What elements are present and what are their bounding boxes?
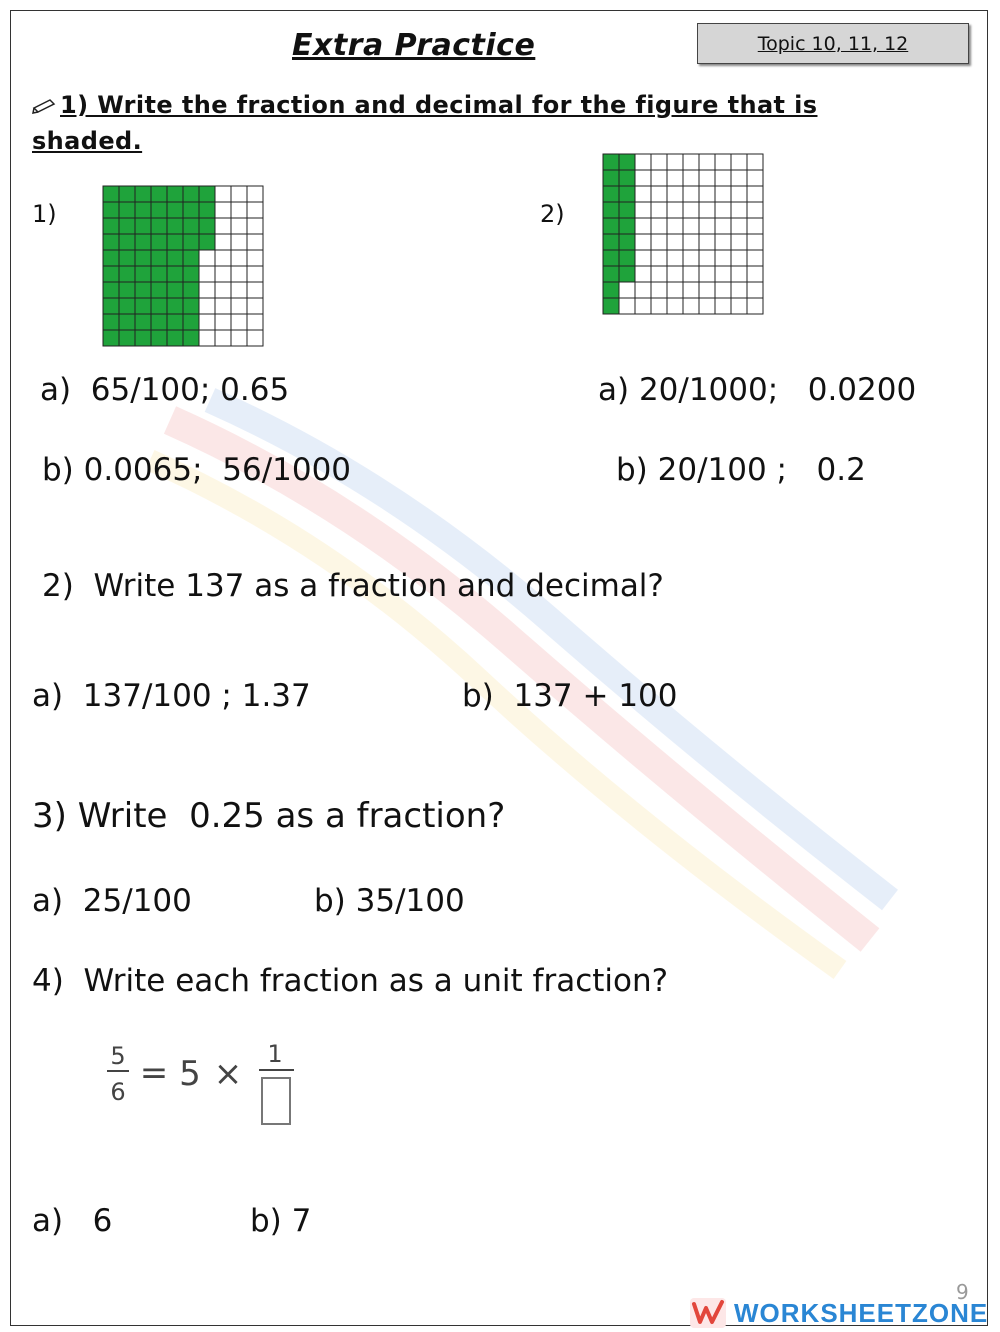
figure-2-grid-cell xyxy=(683,154,699,170)
figure-2-grid-cell xyxy=(747,250,763,266)
figure-2-grid-cell xyxy=(715,218,731,234)
figure-2-grid-cell xyxy=(731,202,747,218)
figure-1-grid-cell xyxy=(151,266,167,282)
figure-1-grid-cell xyxy=(135,202,151,218)
figure-2-grid-cell xyxy=(731,154,747,170)
figure-2-grid-cell xyxy=(699,250,715,266)
figure-1-grid-cell xyxy=(151,250,167,266)
figure-1-grid-cell xyxy=(167,314,183,330)
q1-fig1-answer-a: a) 65/100; 0.65 xyxy=(40,372,290,408)
figure-2-grid-cell xyxy=(635,154,651,170)
figure-1-grid-cell xyxy=(119,298,135,314)
figure-2-grid-cell xyxy=(635,170,651,186)
figure-1-grid-cell xyxy=(247,218,263,234)
figure-2-grid-cell xyxy=(603,266,619,282)
figure-1-grid-cell xyxy=(215,186,231,202)
figure-1-grid-cell xyxy=(151,234,167,250)
figure-2-grid-cell xyxy=(619,218,635,234)
question-4-text: 4) Write each fraction as a unit fraction? xyxy=(32,963,669,999)
figure-2-grid-cell xyxy=(731,250,747,266)
figure-2-grid-cell xyxy=(619,282,635,298)
page-title: Extra Practice xyxy=(292,28,536,63)
figure-2-grid-cell xyxy=(603,298,619,314)
figure-1-grid-cell xyxy=(215,282,231,298)
figure-1-grid-cell xyxy=(215,218,231,234)
figure-2-grid-cell xyxy=(619,298,635,314)
figure-2-grid-cell xyxy=(635,234,651,250)
q4-answer-b: b) 7 xyxy=(250,1203,312,1239)
figure-1-grid-cell xyxy=(119,330,135,346)
eq-factor: 5 xyxy=(179,1054,201,1094)
figure-2-grid-cell xyxy=(747,282,763,298)
figure-2-grid-cell xyxy=(715,154,731,170)
figure-1-grid-cell xyxy=(135,218,151,234)
figure-2-grid-cell xyxy=(635,298,651,314)
figure-2-grid-cell xyxy=(747,170,763,186)
figure-1-grid-cell xyxy=(167,218,183,234)
figure-2-grid-cell xyxy=(715,234,731,250)
figure-1-grid-cell xyxy=(231,250,247,266)
question-1-text: 1) Write the fraction and decimal for the figure that is shaded. xyxy=(32,91,818,155)
figure-1-grid-cell xyxy=(103,314,119,330)
figure-2-grid-cell xyxy=(667,154,683,170)
figure-1-grid-cell xyxy=(103,266,119,282)
eq-lhs-denominator: 6 xyxy=(110,1078,126,1106)
figure-1-grid-cell xyxy=(119,218,135,234)
figure-2-grid-cell xyxy=(651,170,667,186)
figure-1-grid-cell xyxy=(183,218,199,234)
figure-2-grid-cell xyxy=(667,298,683,314)
figure-2-grid-cell xyxy=(699,282,715,298)
figure-2-grid-cell xyxy=(619,186,635,202)
figure-1-grid-cell xyxy=(183,186,199,202)
figure-2-grid-cell xyxy=(699,186,715,202)
unit-fraction-equation xyxy=(104,1040,314,1132)
figure-1-grid-cell xyxy=(199,234,215,250)
figure-2-grid-cell xyxy=(683,250,699,266)
figure-1-grid-cell xyxy=(151,314,167,330)
figure-2-grid-cell xyxy=(603,186,619,202)
figure-1-grid-cell xyxy=(135,250,151,266)
figure-2-grid-cell xyxy=(715,186,731,202)
figure-1-grid-cell xyxy=(167,202,183,218)
figure-1-grid-cell xyxy=(231,298,247,314)
figure-2-grid-cell xyxy=(731,170,747,186)
q2-answer-b: b) 137 + 100 xyxy=(462,678,678,714)
figure-1-grid-cell xyxy=(135,298,151,314)
figure-1-grid-cell xyxy=(231,218,247,234)
figure-2-grid-cell xyxy=(619,202,635,218)
question-1-heading xyxy=(32,88,892,159)
q3-answer-b: b) 35/100 xyxy=(314,883,465,919)
q3-answer-a: a) 25/100 xyxy=(32,883,192,919)
figure-1-grid-cell xyxy=(215,266,231,282)
figure-1-grid-cell xyxy=(151,282,167,298)
figure-1-grid-cell xyxy=(215,250,231,266)
figure-2-grid-cell xyxy=(715,170,731,186)
figure-2-grid-cell xyxy=(715,298,731,314)
figure-1-grid-cell xyxy=(215,314,231,330)
figure-2-grid-cell xyxy=(651,234,667,250)
eq-lhs-numerator: 5 xyxy=(110,1042,126,1070)
figure-2-grid-cell xyxy=(683,298,699,314)
figure-1-grid-cell xyxy=(151,186,167,202)
figure-1-grid-cell xyxy=(183,234,199,250)
figure-2-grid-cell xyxy=(667,234,683,250)
figure-2-grid-cell xyxy=(603,218,619,234)
figure-1-grid-cell xyxy=(103,234,119,250)
figure-2-grid-cell xyxy=(651,282,667,298)
figure-1-grid-cell xyxy=(231,202,247,218)
figure-2-grid-cell xyxy=(603,282,619,298)
figure-1-grid-cell xyxy=(247,266,263,282)
figure-2-grid-cell xyxy=(747,186,763,202)
figure-1-grid-cell xyxy=(247,282,263,298)
figure-1-grid-cell xyxy=(167,298,183,314)
figure-2-grid-cell xyxy=(667,282,683,298)
figure-2-grid-cell xyxy=(715,266,731,282)
worksheetzone-logo-icon xyxy=(690,1298,726,1328)
figure-1-grid-cell xyxy=(183,298,199,314)
figure-2-grid-cell xyxy=(667,266,683,282)
figure-1-grid-cell xyxy=(167,282,183,298)
figure-1-grid-cell xyxy=(119,266,135,282)
figure-2-grid-cell xyxy=(699,298,715,314)
question-2-text: 2) Write 137 as a fraction and decimal? xyxy=(42,568,664,604)
figure-1-grid-cell xyxy=(103,298,119,314)
figure-1-grid-cell xyxy=(183,330,199,346)
figure-1-grid-cell xyxy=(247,186,263,202)
figure-1-grid-cell xyxy=(247,330,263,346)
q4-answer-a: a) 6 xyxy=(32,1203,113,1239)
figure-1-grid-cell xyxy=(231,330,247,346)
figure-2-grid-cell xyxy=(603,154,619,170)
figure-1-grid-cell xyxy=(199,186,215,202)
figure-1-grid-cell xyxy=(199,202,215,218)
figure-1-grid-cell xyxy=(183,266,199,282)
figure-2-grid-cell xyxy=(699,154,715,170)
figure-1-grid-cell xyxy=(231,234,247,250)
figure-1-grid-cell xyxy=(135,266,151,282)
figure-1-grid-cell xyxy=(199,298,215,314)
figure-1-grid-cell xyxy=(103,186,119,202)
figure-2-grid-cell xyxy=(715,202,731,218)
figure-2-grid-cell xyxy=(667,186,683,202)
figure-1-grid-cell xyxy=(215,298,231,314)
eq-answer-box xyxy=(262,1078,290,1124)
figure-1-grid-cell xyxy=(231,282,247,298)
figure-1-grid-cell xyxy=(199,250,215,266)
figure-1-grid-cell xyxy=(247,250,263,266)
figure-1-grid-cell xyxy=(215,234,231,250)
figure-1-grid-cell xyxy=(119,202,135,218)
figure-2-grid-cell xyxy=(731,234,747,250)
figure-2-grid-cell xyxy=(683,234,699,250)
figure-2-grid-cell xyxy=(683,218,699,234)
figure-2-grid-cell xyxy=(651,250,667,266)
figure-1-grid-cell xyxy=(247,202,263,218)
figure-1-grid-cell xyxy=(119,234,135,250)
figure-2-grid-cell xyxy=(603,170,619,186)
q1-fig2-answer-a: a) 20/1000; 0.0200 xyxy=(598,372,917,408)
page-number: 9 xyxy=(956,1280,969,1304)
figure-2-grid-cell xyxy=(619,154,635,170)
figure-1-grid-cell xyxy=(135,282,151,298)
figure-2-grid-cell xyxy=(651,154,667,170)
figure-2-grid-cell xyxy=(731,298,747,314)
figure-1-grid-cell xyxy=(151,202,167,218)
figure-2-grid-cell xyxy=(699,170,715,186)
figure-2-grid-cell xyxy=(651,218,667,234)
figure-2-grid-cell xyxy=(731,266,747,282)
figure-2-grid-cell xyxy=(747,298,763,314)
eq-times: × xyxy=(213,1054,243,1094)
figure-2-grid-cell xyxy=(683,266,699,282)
figure-1-grid-cell xyxy=(103,330,119,346)
figure-2-grid-cell xyxy=(603,234,619,250)
figure-1-grid-cell xyxy=(231,266,247,282)
figure-2-grid-cell xyxy=(635,186,651,202)
figure-1-grid-cell xyxy=(215,330,231,346)
figure-1-label: 1) xyxy=(32,200,57,228)
figure-2-grid-cell xyxy=(619,266,635,282)
figure-2-grid-cell xyxy=(683,170,699,186)
eq-rhs-numerator: 1 xyxy=(267,1040,283,1068)
figure-1-grid-cell xyxy=(119,282,135,298)
figure-1-grid-cell xyxy=(183,314,199,330)
figure-1-grid xyxy=(102,185,266,349)
figure-1-grid-cell xyxy=(183,250,199,266)
figure-1-grid-cell xyxy=(247,234,263,250)
q1-fig2-answer-b: b) 20/100 ; 0.2 xyxy=(616,452,866,488)
figure-1-grid-cell xyxy=(119,186,135,202)
figure-2-grid-cell xyxy=(635,250,651,266)
figure-2-grid xyxy=(602,153,766,317)
figure-2-grid-cell xyxy=(635,266,651,282)
figure-2-grid-cell xyxy=(715,282,731,298)
figure-2-grid-cell xyxy=(683,282,699,298)
eq-equals: = xyxy=(139,1053,169,1093)
figure-2-grid-cell xyxy=(731,186,747,202)
figure-1-grid-cell xyxy=(167,234,183,250)
pencil-icon xyxy=(32,89,60,124)
figure-2-grid-cell xyxy=(603,250,619,266)
question-3-text: 3) Write 0.25 as a fraction? xyxy=(32,796,506,836)
figure-1-grid-cell xyxy=(167,266,183,282)
figure-2-grid-cell xyxy=(683,186,699,202)
figure-2-grid-cell xyxy=(731,218,747,234)
figure-1-grid-cell xyxy=(215,202,231,218)
figure-1-grid-cell xyxy=(167,186,183,202)
figure-2-grid-cell xyxy=(747,218,763,234)
figure-1-grid-cell xyxy=(151,218,167,234)
figure-1-grid-cell xyxy=(231,314,247,330)
figure-1-grid-cell xyxy=(199,330,215,346)
figure-2-grid-cell xyxy=(667,218,683,234)
figure-2-grid-cell xyxy=(715,250,731,266)
figure-2-grid-cell xyxy=(635,282,651,298)
brand-name: WORKSHEETZONE xyxy=(734,1297,989,1328)
figure-1-grid-cell xyxy=(135,234,151,250)
figure-1-grid-cell xyxy=(151,330,167,346)
figure-2-grid-cell xyxy=(699,266,715,282)
figure-1-grid-cell xyxy=(231,186,247,202)
figure-1-grid-cell xyxy=(199,218,215,234)
figure-2-grid-cell xyxy=(603,202,619,218)
figure-2-grid-cell xyxy=(731,282,747,298)
figure-2-grid-cell xyxy=(635,202,651,218)
figure-2-grid-cell xyxy=(667,170,683,186)
q1-fig1-answer-b: b) 0.0065; 56/1000 xyxy=(42,452,352,488)
figure-2-grid-cell xyxy=(699,202,715,218)
figure-2-grid-cell xyxy=(747,154,763,170)
figure-2-grid-cell xyxy=(635,218,651,234)
figure-2-grid-cell xyxy=(747,202,763,218)
brand-logo xyxy=(690,1294,1000,1332)
figure-1-grid-cell xyxy=(135,330,151,346)
figure-2-grid-cell xyxy=(619,250,635,266)
figure-2-grid-cell xyxy=(747,266,763,282)
figure-1-grid-cell xyxy=(199,282,215,298)
figure-2-grid-cell xyxy=(699,234,715,250)
figure-1-grid-cell xyxy=(135,314,151,330)
figure-1-grid-cell xyxy=(199,266,215,282)
figure-1-grid-cell xyxy=(103,202,119,218)
figure-1-grid-cell xyxy=(183,282,199,298)
figure-1-grid-cell xyxy=(151,298,167,314)
figure-2-grid-cell xyxy=(747,234,763,250)
figure-1-grid-cell xyxy=(103,282,119,298)
figure-2-grid-cell xyxy=(667,202,683,218)
figure-2-grid-cell xyxy=(619,234,635,250)
figure-1-grid-cell xyxy=(119,314,135,330)
figure-2-grid-cell xyxy=(651,202,667,218)
figure-2-grid-cell xyxy=(699,218,715,234)
figure-1-grid-cell xyxy=(103,250,119,266)
topic-badge: Topic 10, 11, 12 xyxy=(697,23,969,64)
figure-1-grid-cell xyxy=(199,314,215,330)
figure-1-grid-cell xyxy=(167,250,183,266)
figure-1-grid-cell xyxy=(135,186,151,202)
figure-2-grid-cell xyxy=(683,202,699,218)
figure-2-grid-cell xyxy=(619,170,635,186)
figure-1-grid-cell xyxy=(103,218,119,234)
figure-1-grid-cell xyxy=(167,330,183,346)
figure-2-grid-cell xyxy=(667,250,683,266)
figure-2-grid-cell xyxy=(651,266,667,282)
figure-2-grid-cell xyxy=(651,186,667,202)
figure-1-grid-cell xyxy=(119,250,135,266)
figure-2-grid-cell xyxy=(651,298,667,314)
figure-1-grid-cell xyxy=(247,298,263,314)
figure-2-label: 2) xyxy=(540,200,565,228)
figure-1-grid-cell xyxy=(183,202,199,218)
q2-answer-a: a) 137/100 ; 1.37 xyxy=(32,678,311,714)
figure-1-grid-cell xyxy=(247,314,263,330)
